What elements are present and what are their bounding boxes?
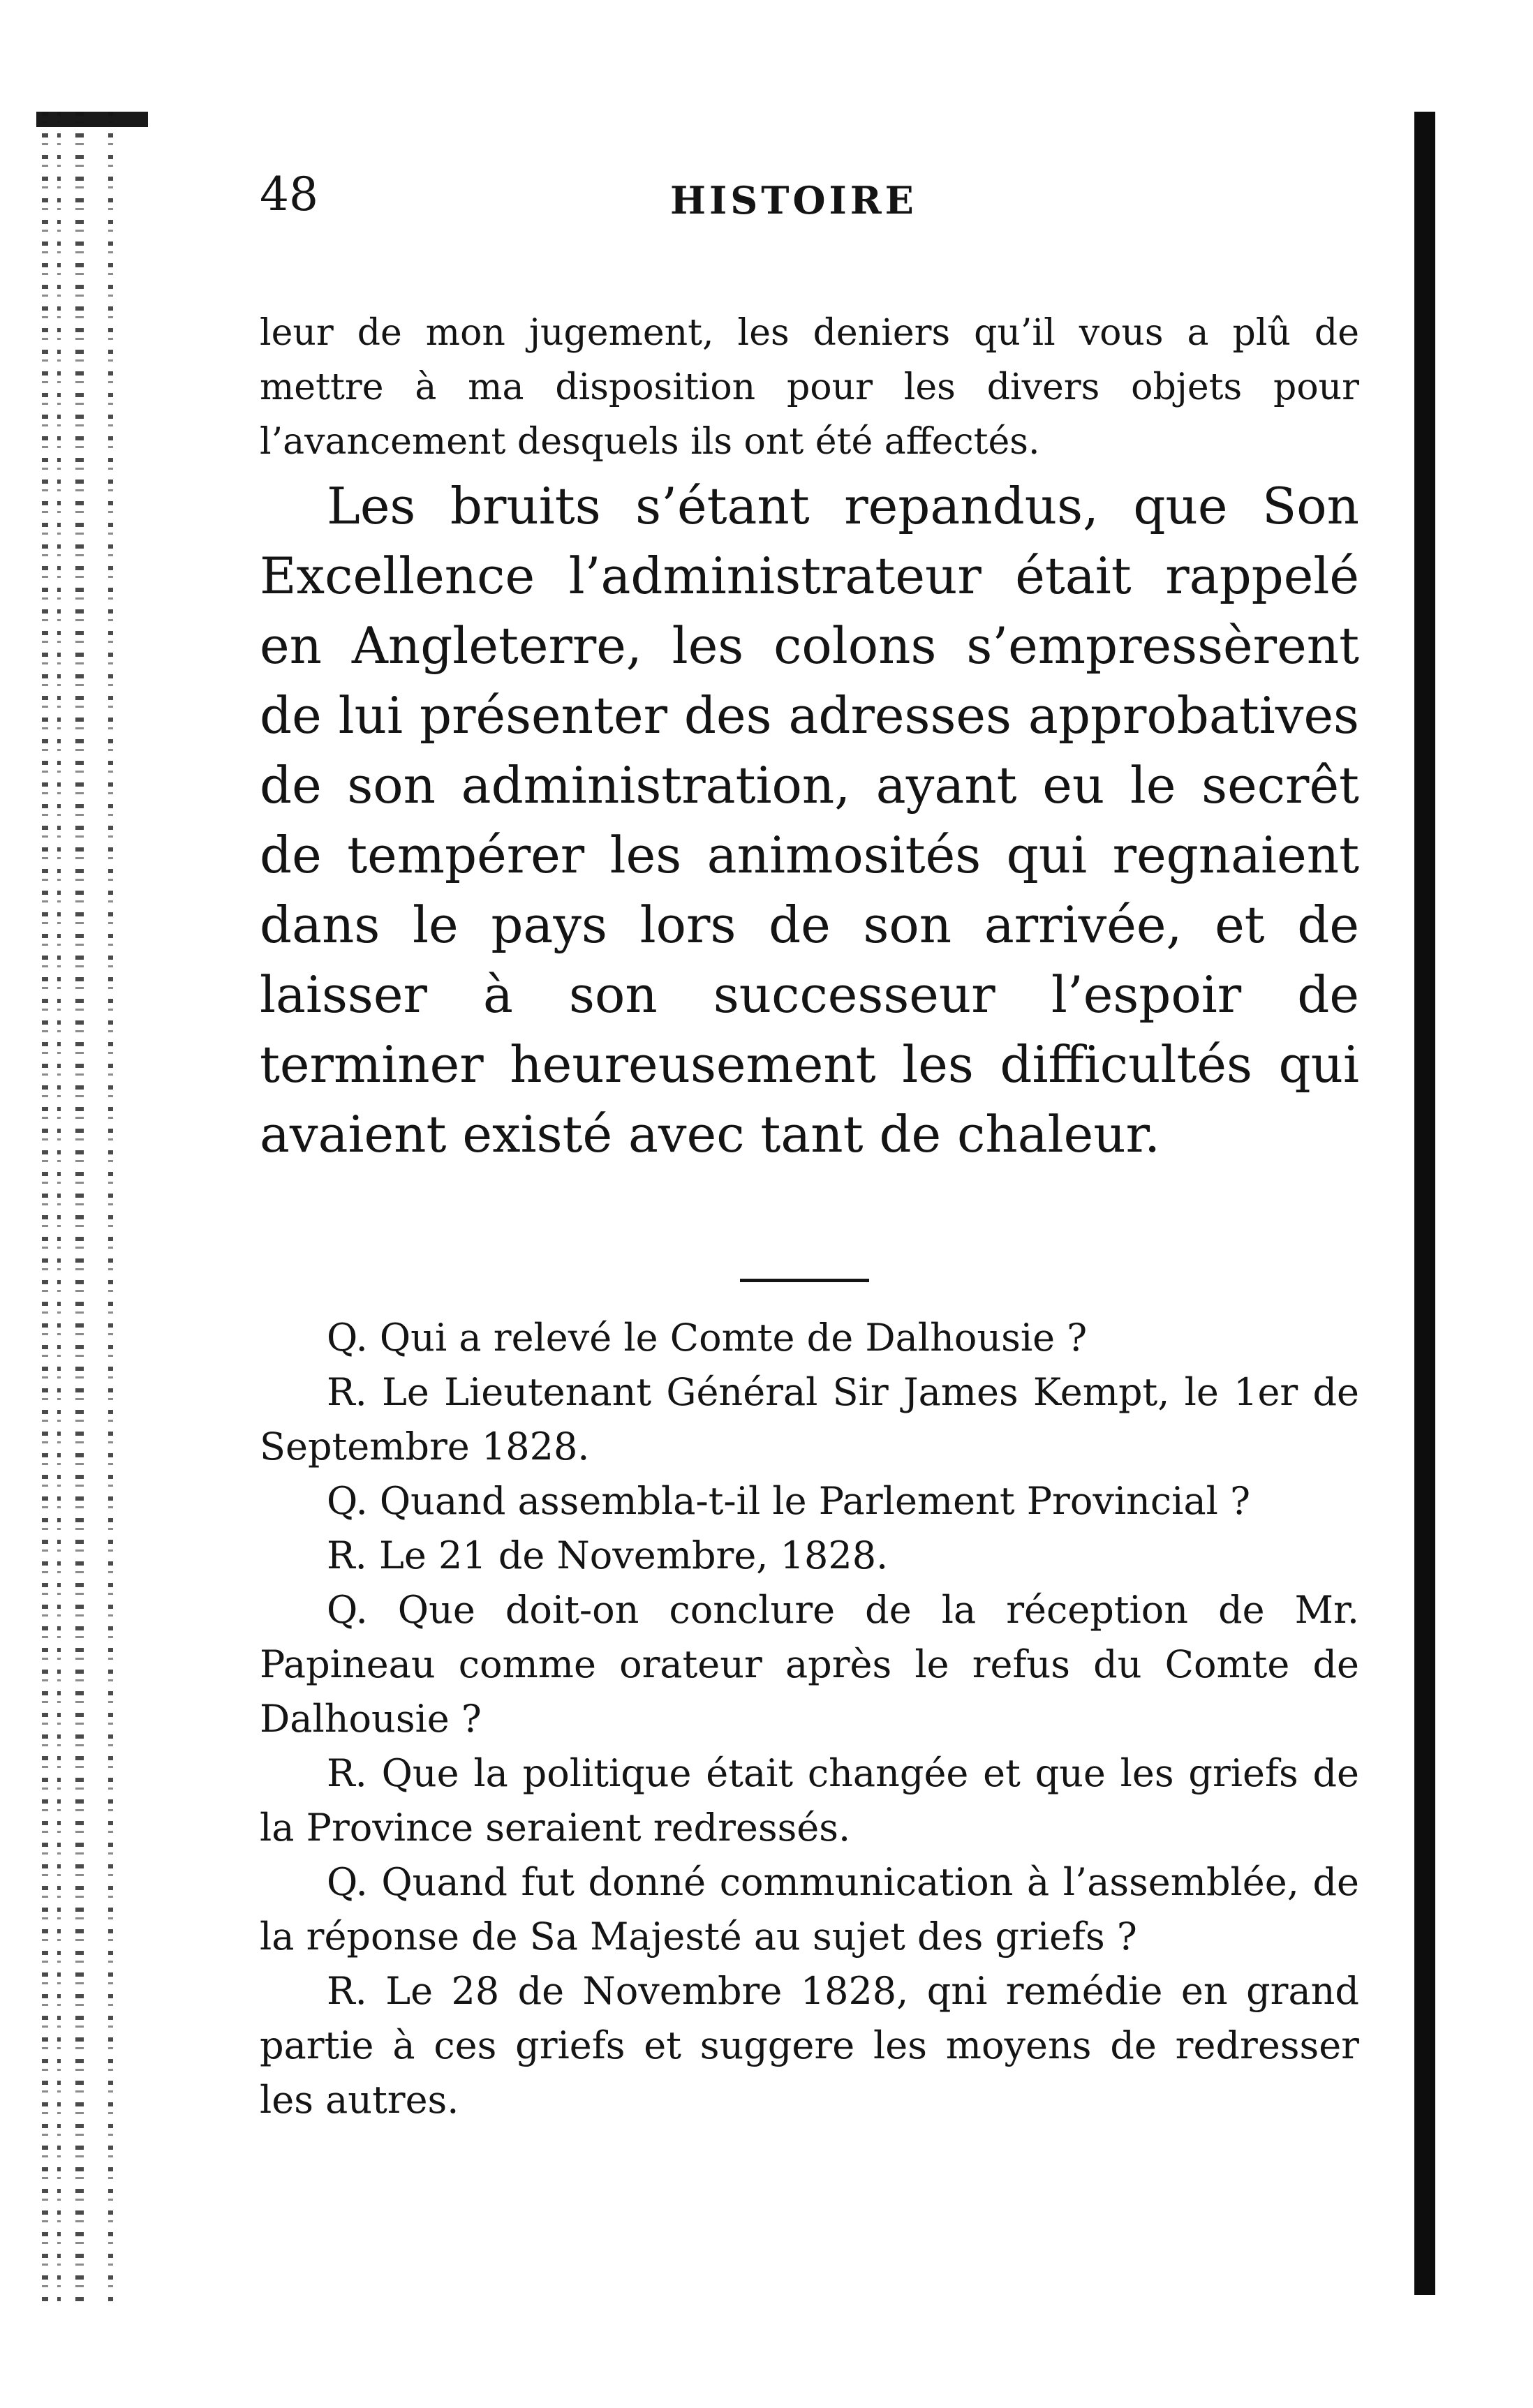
qa-item: R. Le Lieutenant Général Sir James Kempt, le 1er de Septembre 1828. <box>260 1370 1359 1469</box>
qa-item: Q. Qui a relevé le Comte de Dalhousie ? <box>327 1316 1088 1360</box>
main-text <box>260 471 1359 1169</box>
binding-gutter-noise <box>42 112 147 2303</box>
qa-item: Q. Quand assembla-t-il le Parlement Provincial ? <box>327 1479 1251 1523</box>
qa-item: R. Le 28 de Novembre 1828, qni remédie en grand partie à ces griefs et suggere les moyens de redresser les autres. <box>260 1969 1359 2122</box>
qa-item: R. Le 21 de Novembre, 1828. <box>327 1533 889 1577</box>
qa-item: Q. Que doit-on conclure de la réception de Mr. Papineau comme orateur après le refus du Comte de Dalhousie ? <box>260 1588 1359 1741</box>
page-number: 48 <box>260 168 318 221</box>
qa-item: Q. Quand fut donné communication à l’assemblée, de la réponse de Sa Majesté au sujet des griefs ? <box>260 1860 1359 1959</box>
main-paragraph: Les bruits s’étant repandus, que Son Excellence l’administrateur était rappelé en Angleterre, les colons s’empressèrent de lui présenter des adresses approbatives de son administration, ayant eu le secrêt de tempérer les animosités qui regnaient dans le pays lors de son arrivée, et de laisser à son successeur l’espoir de terminer heureusement les difficultés qui avaient existé avec tant de chaleur. <box>260 477 1359 1164</box>
qa-section <box>260 1311 1359 2127</box>
running-title: HISTOIRE <box>670 178 917 223</box>
section-divider <box>740 1279 869 1282</box>
intro-text <box>260 306 1359 469</box>
intro-paragraph: leur de mon jugement, les deniers qu’il vous a plû de mettre à ma disposition pour les divers objets pour l’avancement desquels ils ont été affectés. <box>260 312 1359 463</box>
qa-item: R. Que la politique était changée et que les griefs de la Province seraient redressés. <box>260 1751 1359 1850</box>
scan-right-edge <box>1414 112 1435 2295</box>
